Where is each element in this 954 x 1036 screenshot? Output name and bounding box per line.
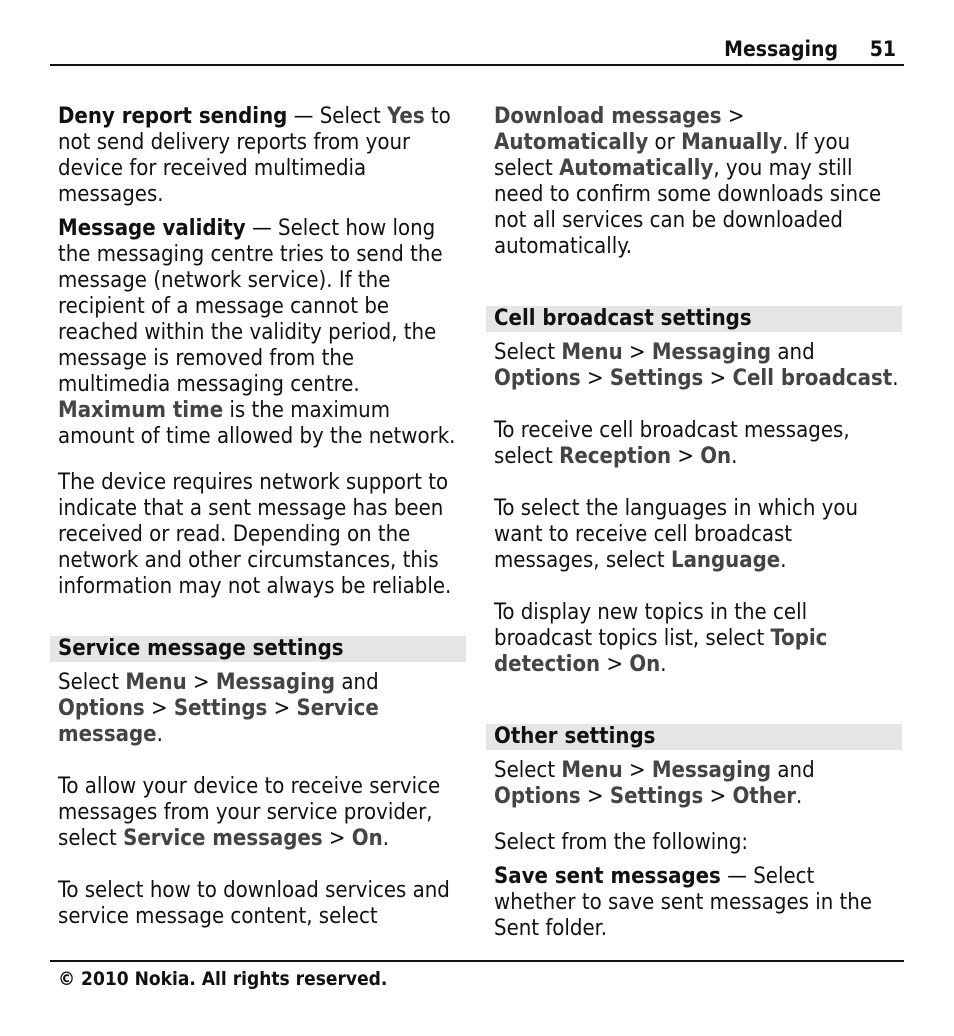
on-option: On <box>351 826 383 851</box>
page-number: 51 <box>869 37 896 61</box>
svc-select: Select <box>58 670 126 695</box>
left-column <box>58 104 466 930</box>
cb-select: Select <box>494 340 562 365</box>
messaging-path-item: Messaging <box>651 340 772 365</box>
menu-path-item: Menu <box>561 758 623 783</box>
service-message-settings-heading: Service message settings <box>50 636 466 662</box>
dl-or: or <box>648 130 682 155</box>
topic-text: To display new topics in the cell broadcast topics list, select <box>494 600 808 651</box>
automatically-option-2: Automatically <box>559 156 714 181</box>
other-settings-heading: Other settings <box>486 724 902 750</box>
options-path-item: Options <box>494 366 581 391</box>
deny-report-paragraph <box>58 104 466 208</box>
topic-detection-paragraph <box>494 600 902 678</box>
receive-cell-broadcast-paragraph <box>494 418 902 470</box>
svc-gt: > <box>144 696 174 721</box>
svc-period: . <box>156 722 163 747</box>
download-messages-paragraph <box>494 104 902 260</box>
deny-report-term: Deny report sending <box>58 104 288 129</box>
yes-option: Yes <box>387 104 425 129</box>
allow-gt: > <box>322 826 352 851</box>
messaging-path-item: Messaging <box>651 758 772 783</box>
topic-detection-option: Topic detection <box>494 626 828 677</box>
os-and: and <box>771 758 815 783</box>
os-select: Select <box>494 758 562 783</box>
service-path-paragraph <box>58 670 466 748</box>
page-header <box>50 36 904 66</box>
copyright-notice: © 2010 Nokia. All rights reserved. <box>58 968 388 990</box>
select-from-following: Select from the following: <box>494 830 749 855</box>
maximum-time-option: Maximum time <box>58 398 224 423</box>
page-footer <box>50 960 904 990</box>
topic-gt: > <box>600 652 630 677</box>
service-message-path-item: Service message <box>58 696 379 747</box>
settings-path-item: Settings <box>609 784 704 809</box>
other-settings-path-paragraph <box>494 758 902 810</box>
message-validity-paragraph <box>58 216 466 450</box>
dl-text: . If you select <box>494 130 851 181</box>
manually-option: Manually <box>681 130 783 155</box>
right-column <box>494 104 902 942</box>
validity-rest: is the maximum amount of time allowed by the network. <box>58 398 456 449</box>
svc-gt: > <box>186 670 216 695</box>
svc-and: and <box>335 670 379 695</box>
languages-paragraph <box>494 496 902 574</box>
cb-gt: > <box>580 366 610 391</box>
topic-period: . <box>660 652 667 677</box>
other-path-item: Other <box>732 784 797 809</box>
save-sent-text: — Select whether to save sent messages in the Sent folder. <box>494 864 873 941</box>
os-gt: > <box>622 758 652 783</box>
validity-text: — Select how long the messaging centre tries to send the message (network service). If the recipient of a message cannot be reached within the validity period, the message is removed from the multimedia messaging centre. <box>58 216 443 397</box>
on-option: On <box>629 652 661 677</box>
automatically-option: Automatically <box>494 130 649 155</box>
lang-period: . <box>780 548 787 573</box>
cb-and: and <box>771 340 815 365</box>
cb-gt: > <box>703 366 733 391</box>
lang-text: To select the languages in which you want to receive cell broadcast messages, select <box>494 496 859 573</box>
reception-option: Reception <box>559 444 672 469</box>
menu-path-item: Menu <box>125 670 187 695</box>
allow-text: To allow your device to receive service messages from your service provider, select <box>58 774 441 851</box>
allow-period: . <box>382 826 390 851</box>
section-title: Messaging <box>724 37 838 61</box>
menu-path-item: Menu <box>561 340 623 365</box>
receive-gt: > <box>671 444 701 469</box>
save-sent-messages-paragraph <box>494 864 902 942</box>
on-option: On <box>700 444 732 469</box>
settings-path-item: Settings <box>609 366 704 391</box>
deny-rest: to not send delivery reports from your device for received multimedia messages. <box>58 104 451 207</box>
save-sent-messages-term: Save sent messages <box>494 864 721 889</box>
svc-gt: > <box>267 696 297 721</box>
options-path-item: Options <box>58 696 145 721</box>
dl-text-2: , you may still need to confirm some downloads since not all services can be downloaded automatically. <box>494 156 882 259</box>
options-path-item: Options <box>494 784 581 809</box>
receive-text: To receive cell broadcast messages, select <box>494 418 850 469</box>
os-period: . <box>796 784 803 809</box>
allow-service-paragraph <box>58 774 466 852</box>
cell-broadcast-settings-heading: Cell broadcast settings <box>486 306 902 332</box>
cell-broadcast-path-item: Cell broadcast <box>732 366 893 391</box>
download-messages-option: Download messages <box>494 104 722 129</box>
settings-path-item: Settings <box>173 696 268 721</box>
message-validity-term: Message validity <box>58 216 246 241</box>
service-messages-option: Service messages <box>123 826 323 851</box>
receive-period: . <box>731 444 738 469</box>
deny-sep: — Select <box>287 104 388 129</box>
language-option: Language <box>670 548 781 573</box>
cb-period: . <box>892 366 899 391</box>
network-support-paragraph: The device requires network support to indicate that a sent message has been received or read. Depending on the network and other circumstances, this information may not always be reliable. <box>58 470 452 599</box>
cell-broadcast-path-paragraph <box>494 340 902 392</box>
messaging-path-item: Messaging <box>215 670 336 695</box>
cb-gt: > <box>622 340 652 365</box>
dl-gt: > <box>721 104 745 129</box>
download-intro-paragraph: To select how to download services and service message content, select <box>58 878 450 929</box>
os-gt: > <box>580 784 610 809</box>
os-gt: > <box>703 784 733 809</box>
